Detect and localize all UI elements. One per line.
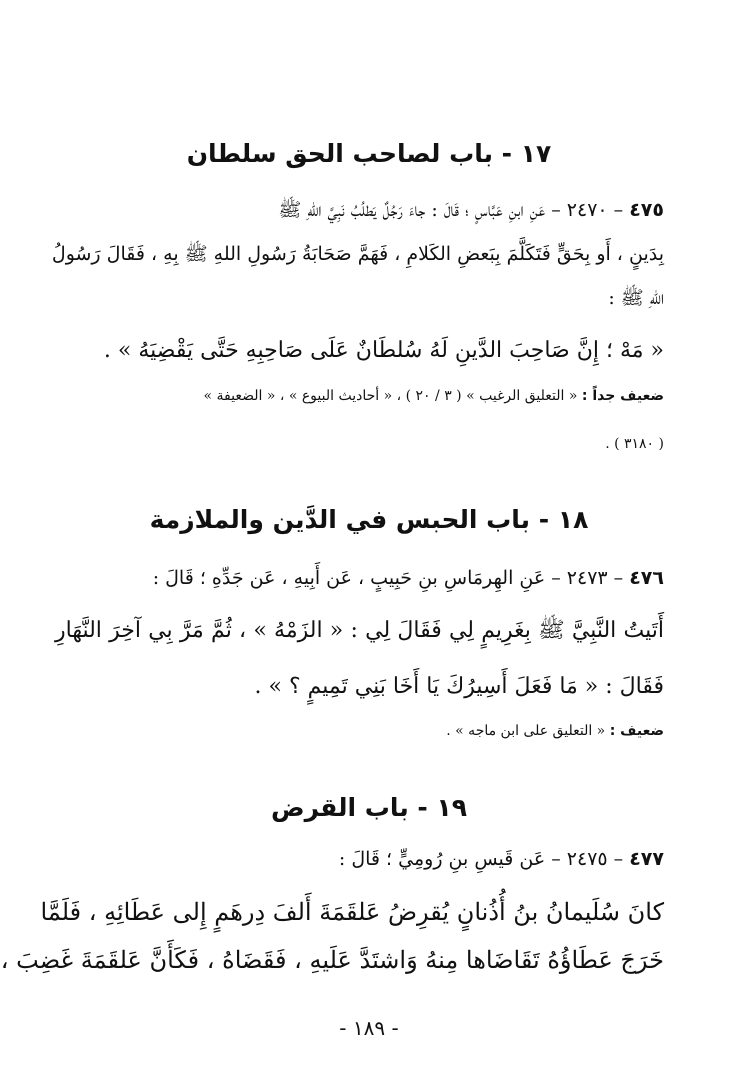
hadith-number: ٤٧٦ [629,567,664,589]
hadith-475-line-1 [55,199,664,222]
hadith-475-line-2: بِدَينٍ ، أَو بِحَقٍّ فَتَكَلَّمَ بِبَعضِ الكَلامِ ، فَهَمَّ صَحَابَةُ رَسُولِ اللهِ ﷺ بِهِ ، فَقَالَ رَسُولُ [51,243,664,265]
hadith-476-line-3: فَقَالَ : « مَا فَعَلَ أَسِيرُكَ يَا أَخَا بَنِي تَمِيمٍ ؟ » . [254,674,664,699]
page-number: - ١٨٩ - [339,1016,399,1040]
hadith-477-line-1 [55,848,664,871]
grade-line-476 [55,723,664,740]
grade-line-475 [55,388,664,405]
hadith-text: – ٢٤٧٣ – عَنِ الهِرمَاسِ بنِ حَبِيبٍ ، عَن أَبِيهِ ، عَن جَدِّهِ ؛ قَالَ : [152,567,624,589]
hadith-number: ٤٧٧ [629,848,664,870]
hadith-text: – ٢٤٧٠ – عَنِ ابنِ عَبَّاسٍ ؛ قَالَ : جاءَ رَجُلٌ يَطلُبُ نَبِيَّ اللهِ ﷺ [278,199,624,221]
grade-label: ضعيف جداً : [581,388,664,404]
hadith-477-line-3: خَرَجَ عَطَاؤُهُ تَقَاضَاها مِنهُ وَاشتَدَّ عَلَيهِ ، فَقَضَاهُ ، فَكَأَنَّ عَلقَمَةَ غَضِبَ ، [0,946,664,974]
grade-label: ضعيف : [609,723,664,739]
hadith-476-line-2: أَتَيتُ النَّبِيَّ ﷺ بِغَرِيمٍ لِي فَقَالَ لِي : « الزَمْهُ » ، ثُمَّ مَرَّ بِي آخِرَ النَّهَارِ [55,618,664,643]
grade-sources: « التعليق على ابن ماجه » . [446,723,606,739]
grade-sources: « التعليق الرغيب » ( ٣ / ٢٠ ) ، « أحاديث البيوع » ، « الضعيفة » [203,388,578,404]
hadith-475-matn: « مَهْ ؛ إِنَّ صَاحِبَ الدَّينِ لَهُ سُلطَانٌ عَلَى صَاحِبِهِ حَتَّى يَقْضِيَهُ » . [103,338,664,363]
hadith-476-line-1 [55,567,664,590]
chapter-heading-17: ١٧ - باب لصاحب الحق سلطان [186,139,552,168]
hadith-475-line-3: اللهِ ﷺ : [608,287,664,309]
grade-line-475-cont: ( ٣١٨٠ ) . [605,436,664,452]
hadith-text: – ٢٤٧٥ – عَن قَيسِ بنِ رُومِيٍّ ؛ قَالَ : [338,848,624,870]
chapter-heading-19: ١٩ - باب القرض [270,793,468,822]
hadith-number: ٤٧٥ [629,199,664,221]
hadith-477-line-2: كانَ سُلَيمانُ بنُ أُذُنانٍ يُقرِضُ عَلقَمَةَ أَلفَ دِرهَمٍ إِلى عَطَائِهِ ، فَلَمَّا [40,898,664,926]
chapter-heading-18: ١٨ - باب الحبس في الدَّين والملازمة [149,505,589,534]
